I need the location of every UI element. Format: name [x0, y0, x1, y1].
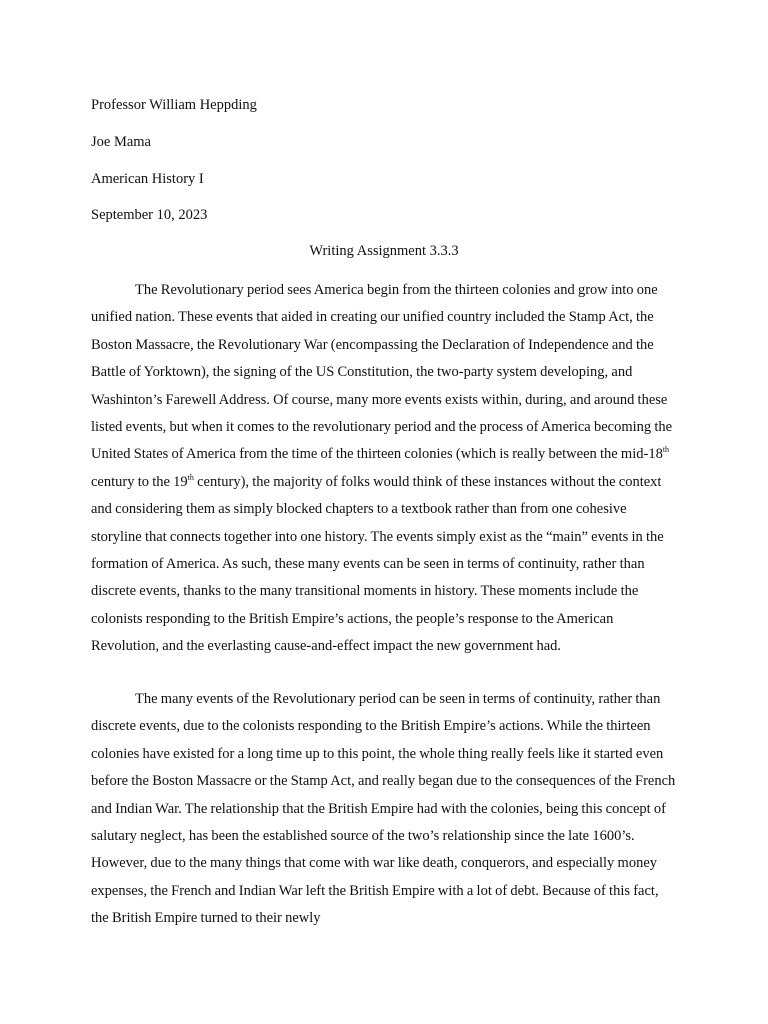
course-name: American History I: [91, 171, 204, 187]
paragraph-1-text-c: century), the majority of folks would think of these instances without the context and considering them as simply blocked chapters to a textbook rather than from one cohesive storyline that connects together into one history. The events simply exist as the “main” events in the formation of America. As such, these many events can be seen in terms of continuity, rather than discrete events, thanks to the many transitional moments in history. These moments include the colonists responding to the British Empire’s actions, the people’s response to the American Revolution, and the everlasting cause-and-effect impact the new government had.: [91, 473, 664, 655]
superscript-th-1: th: [662, 445, 670, 455]
paragraph-1-text-a: The Revolutionary period sees America begin from the thirteen colonies and grow into one unified nation. These events that aided in creating our unified country included the Stamp Act, the Boston Massacre, the Revolutionary War (encompassing the Declaration of Independence and the Battle of Yorktown), the signing of the US Constitution, the two-party system developing, and Washinton’s Farewell Address. Of course, many more events exists within, during, and around these listed events, but when it comes to the revolutionary period and the process of America becoming the United States of America from the time of the thirteen colonies (which is really between the mid-18: [91, 282, 673, 463]
assignment-date: September 10, 2023: [91, 207, 208, 223]
professor-name: Professor William Heppding: [91, 97, 257, 113]
body-paragraph-1: [91, 277, 678, 661]
superscript-th-2: th: [187, 473, 194, 483]
paragraph-1-text-b: century to the 19: [91, 473, 188, 490]
student-name: Joe Mama: [91, 134, 151, 150]
assignment-title: Writing Assignment 3.3.3: [309, 243, 459, 259]
body-paragraph-2: The many events of the Revolutionary period can be seen in terms of continuity, rather than discrete events, due to the colonists responding to the British Empire’s actions. While the thirteen colonies have existed for a long time up to this point, the whole thing really feels like it started even before the Boston Massacre or the Stamp Act, and really began due to the consequences of the French and Indian War. The relationship that the British Empire had with the colonies, being this concept of salutary neglect, has been the established source of the two’s relationship since the late 1600’s. However, due to the many things that come with war like death, conquerors, and especially money expenses, the French and Indian War left the British Empire with a lot of debt. Because of this fact, the British Empire turned to their newly: [91, 691, 676, 927]
